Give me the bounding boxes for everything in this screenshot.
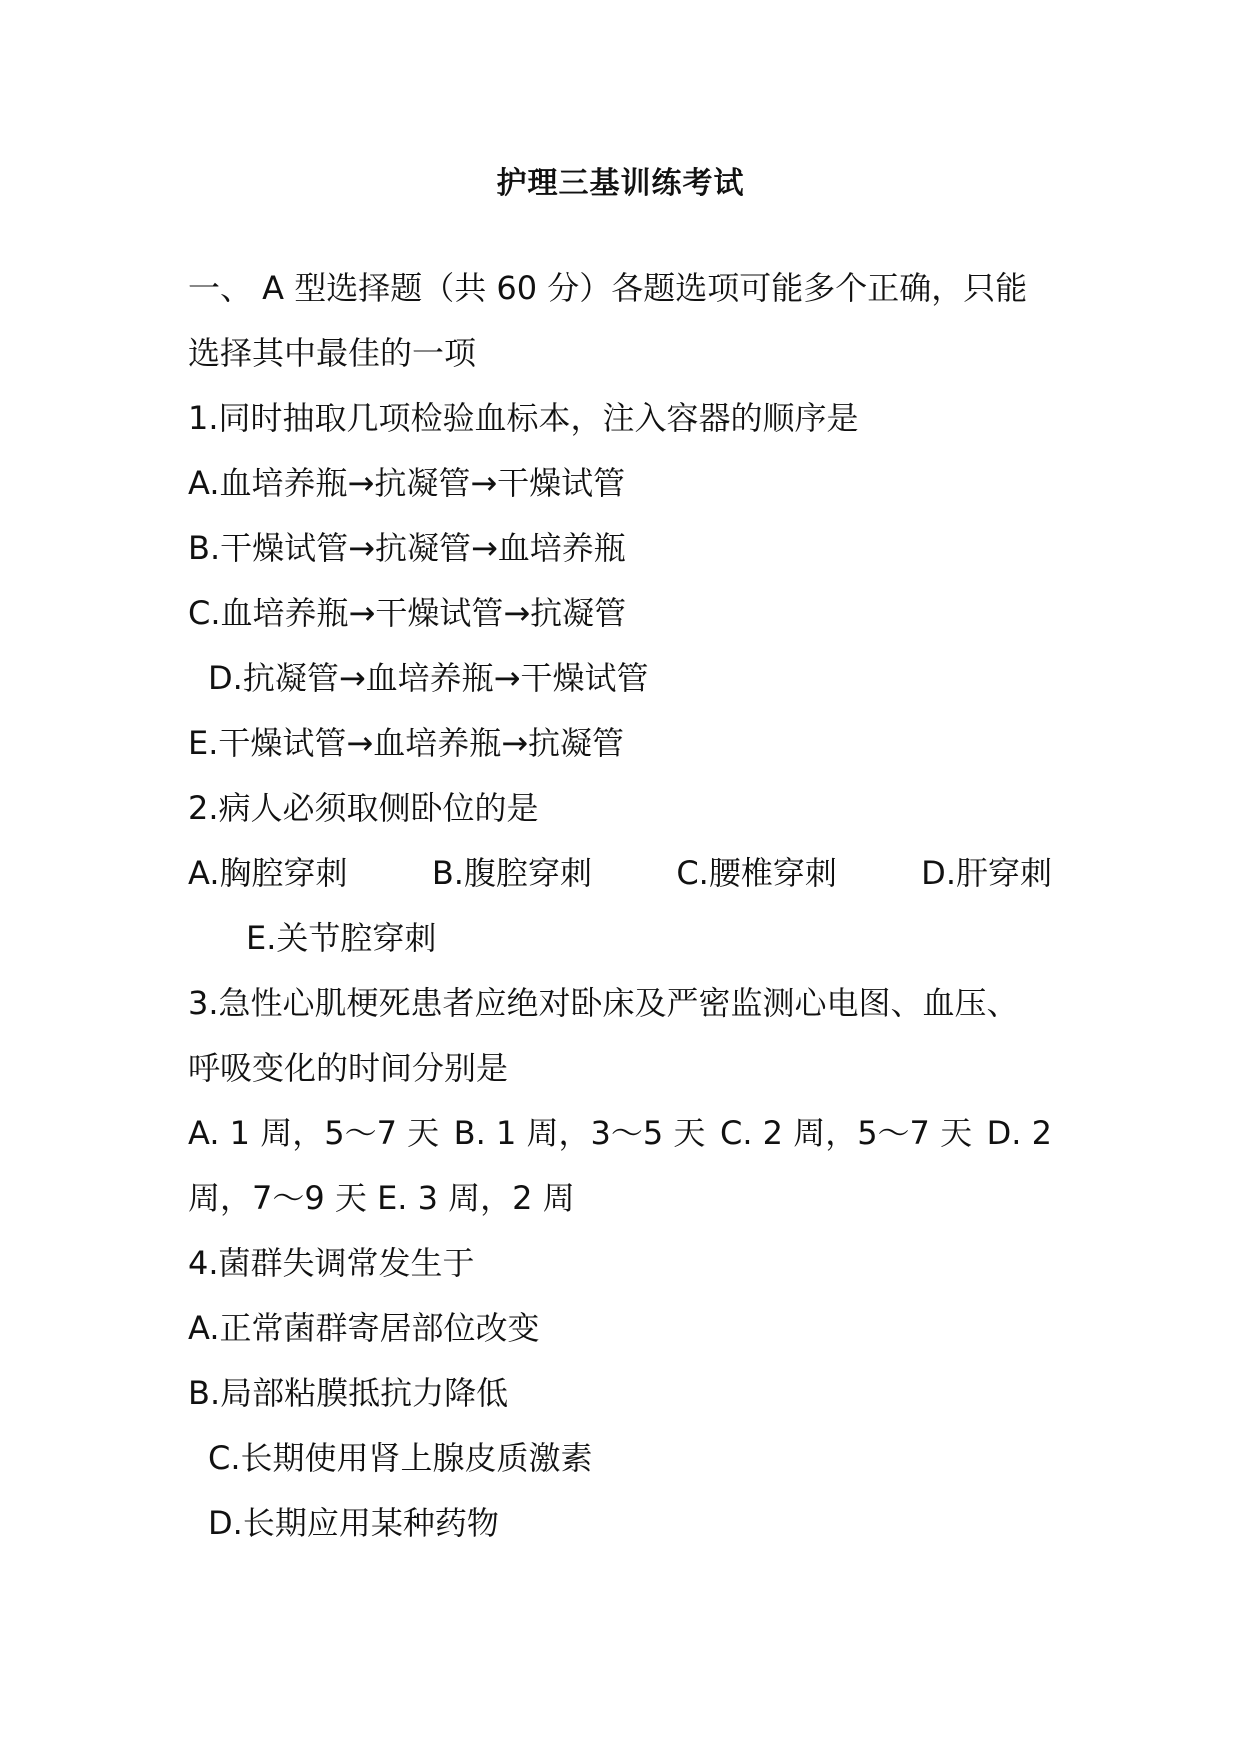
question-2-option-a: A.胸腔穿刺 (188, 854, 348, 892)
question-1-option-e: E.干燥试管→血培养瓶→抗凝管 (188, 724, 625, 762)
question-4-option-c: C.长期使用肾上腺皮质激素 (208, 1439, 593, 1477)
question-2-option-c: C.腰椎穿刺 (676, 854, 837, 892)
question-3-option-b: B. 1 周，3～5 天 (453, 1114, 706, 1152)
question-2-option-d: D.肝穿刺 (921, 854, 1052, 892)
question-4-option-d: D.长期应用某种药物 (208, 1504, 499, 1542)
question-1-option-b: B.干燥试管→抗凝管→血培养瓶 (188, 529, 626, 567)
document-body (188, 256, 1068, 1556)
question-3-stem-continued: 呼吸变化的时间分别是 (188, 1049, 509, 1087)
question-1-stem: 1.同时抽取几项检验血标本，注入容器的顺序是 (188, 399, 859, 437)
question-3-options-row (188, 1101, 1052, 1166)
section-heading: 一、 A 型选择题（共 60 分）各题选项可能多个正确，只能 (188, 269, 1028, 307)
question-2-option-b: B.腹腔穿刺 (431, 854, 592, 892)
question-1-option-a: A.血培养瓶→抗凝管→干燥试管 (188, 464, 626, 502)
question-3-option-d: D. 2 (986, 1114, 1052, 1152)
question-4-option-b: B.局部粘膜抵抗力降低 (188, 1374, 509, 1412)
question-3-options-continued: 周，7～9 天 E. 3 周，2 周 (188, 1179, 575, 1217)
question-4-stem: 4.菌群失调常发生于 (188, 1244, 475, 1282)
question-3-option-c: C. 2 周，5～7 天 (719, 1114, 973, 1152)
question-2-options-row (188, 841, 1052, 906)
section-heading-continued: 选择其中最佳的一项 (188, 334, 477, 372)
question-3-stem: 3.急性心肌梗死患者应绝对卧床及严密监测心电图、血压、 (188, 984, 1019, 1022)
document-title: 护理三基训练考试 (496, 166, 745, 201)
question-4-option-a: A.正常菌群寄居部位改变 (188, 1309, 540, 1347)
question-1-option-d: D.抗凝管→血培养瓶→干燥试管 (208, 659, 649, 697)
question-1-option-c: C.血培养瓶→干燥试管→抗凝管 (188, 594, 627, 632)
question-2-stem: 2.病人必须取侧卧位的是 (188, 789, 539, 827)
question-2-option-e: E.关节腔穿刺 (246, 919, 437, 957)
question-3-option-a: A. 1 周，5～7 天 (188, 1114, 440, 1152)
